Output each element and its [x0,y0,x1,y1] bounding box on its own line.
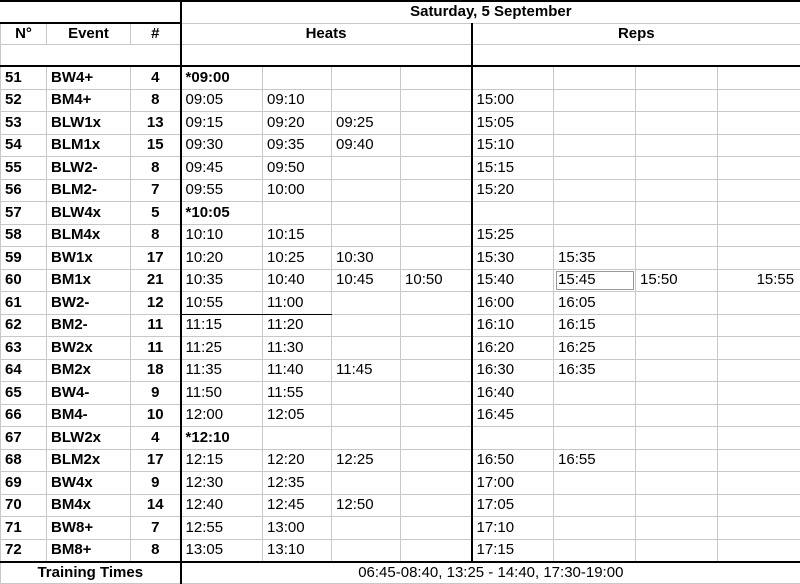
rep-time [636,247,718,270]
heat-time: 09:55 [181,179,263,202]
event-name: BLM4x [47,224,131,247]
rep-time [554,66,636,89]
rep-time [718,404,800,427]
entry-count: 12 [131,292,181,315]
heat-time: 10:35 [181,269,263,292]
rep-time [636,89,718,112]
heat-time: 09:50 [263,157,332,180]
heat-time: 09:20 [263,112,332,135]
table-row [1,112,800,135]
event-name: BW1x [47,247,131,270]
heat-time: 12:35 [263,472,332,495]
heat-time: 11:50 [181,382,263,405]
heat-time [332,337,401,360]
table-row [1,292,800,315]
heat-time: *09:00 [181,66,263,89]
rep-time [636,157,718,180]
rep-time [718,89,800,112]
rep-time: 16:55 [554,449,636,472]
heat-time: 11:15 [181,314,263,337]
heat-time [401,89,472,112]
header-row-spacer [1,45,800,67]
entry-count: 13 [131,112,181,135]
event-name: BW4- [47,382,131,405]
rep-time: 16:25 [554,337,636,360]
heat-time: 11:55 [263,382,332,405]
event-name: BW2x [47,337,131,360]
rep-time [636,292,718,315]
event-name: BLW2x [47,427,131,450]
heat-time [263,202,332,225]
rep-time: 15:50 [636,269,718,292]
table-row [1,179,800,202]
race-number: 61 [1,292,47,315]
rep-time [718,314,800,337]
heat-time: 11:20 [263,314,332,337]
race-number: 66 [1,404,47,427]
header-row-date [1,1,800,23]
event-name: BM2- [47,314,131,337]
heat-time [401,292,472,315]
rep-time [554,404,636,427]
rep-time [554,179,636,202]
rep-time [718,337,800,360]
entry-count: 9 [131,472,181,495]
event-name: BM8+ [47,539,131,562]
table-row [1,404,800,427]
rep-time [636,224,718,247]
entry-count: 14 [131,494,181,517]
rep-time: 16:15 [554,314,636,337]
heat-time: 10:55 [181,292,263,315]
heat-time: 10:25 [263,247,332,270]
rep-time [636,382,718,405]
heat-time [401,202,472,225]
race-number: 62 [1,314,47,337]
table-row [1,66,800,89]
col-event-header: Event [47,23,131,45]
rep-time: 16:50 [472,449,554,472]
entry-count: 8 [131,157,181,180]
table-row [1,247,800,270]
rep-time [554,539,636,562]
heat-time: 10:50 [401,269,472,292]
rep-time [554,112,636,135]
rep-time [636,314,718,337]
rep-time [718,66,800,89]
rep-time: 15:15 [472,157,554,180]
heat-time [332,314,401,337]
heat-time: 10:00 [263,179,332,202]
header-row-columns [1,23,800,45]
rep-time [718,449,800,472]
training-times-value: 06:45-08:40, 13:25 - 14:40, 17:30-19:00 [181,562,800,584]
event-name: BW2- [47,292,131,315]
rep-time [554,157,636,180]
heat-time: 09:45 [181,157,263,180]
heat-time [332,89,401,112]
heat-time [401,494,472,517]
event-name: BW8+ [47,517,131,540]
race-number: 71 [1,517,47,540]
race-number: 59 [1,247,47,270]
rep-time [636,404,718,427]
heat-time: 11:25 [181,337,263,360]
event-name: BLW4x [47,202,131,225]
table-row [1,224,800,247]
col-count-header: # [131,23,181,45]
table-row [1,449,800,472]
event-name: BLW2- [47,157,131,180]
heat-time: 12:05 [263,404,332,427]
training-times-label: Training Times [1,562,181,584]
entry-count: 8 [131,89,181,112]
rep-time: 16:05 [554,292,636,315]
heat-time [401,66,472,89]
heat-time: 10:15 [263,224,332,247]
heat-time [332,202,401,225]
heat-time [401,359,472,382]
heat-time [401,382,472,405]
date-header: Saturday, 5 September [181,1,800,23]
heat-time [332,472,401,495]
event-name: BW4+ [47,66,131,89]
heat-time [401,224,472,247]
heat-time: 11:30 [263,337,332,360]
rep-time: 15:30 [472,247,554,270]
heat-time: *12:10 [181,427,263,450]
rep-time [718,472,800,495]
reps-header: Reps [472,23,800,45]
rep-time [636,472,718,495]
heat-time [332,157,401,180]
heat-time: 12:15 [181,449,263,472]
race-number: 53 [1,112,47,135]
rep-time: 15:25 [472,224,554,247]
rep-time: 15:55 [718,269,800,292]
entry-count: 4 [131,427,181,450]
rep-time: 15:40 [472,269,554,292]
rep-time [718,517,800,540]
rep-time [554,494,636,517]
heat-time: 11:45 [332,359,401,382]
rep-time [718,247,800,270]
heat-time [332,292,401,315]
heat-time: 12:50 [332,494,401,517]
rep-time [718,359,800,382]
event-name: BW4x [47,472,131,495]
rep-time: 15:10 [472,134,554,157]
table-row [1,337,800,360]
heat-time [332,517,401,540]
heat-time: 12:00 [181,404,263,427]
heat-time [401,517,472,540]
table-row [1,539,800,562]
rep-time: 16:10 [472,314,554,337]
entry-count: 10 [131,404,181,427]
table-row [1,202,800,225]
rep-time [718,134,800,157]
heat-time: *10:05 [181,202,263,225]
heat-time [401,427,472,450]
rep-time [554,382,636,405]
table-row [1,382,800,405]
rep-time [636,66,718,89]
rep-time [718,427,800,450]
rep-time [636,359,718,382]
rep-time [718,494,800,517]
heat-time: 09:05 [181,89,263,112]
event-name: BM4x [47,494,131,517]
rep-time [718,157,800,180]
heat-time: 10:10 [181,224,263,247]
rep-time: 17:00 [472,472,554,495]
entry-count: 11 [131,314,181,337]
rep-time: 15:00 [472,89,554,112]
heat-time: 09:35 [263,134,332,157]
rep-time: 16:40 [472,382,554,405]
heat-time [401,472,472,495]
table-row [1,314,800,337]
heat-time [332,66,401,89]
race-number: 67 [1,427,47,450]
heat-time [332,224,401,247]
heat-time [332,382,401,405]
rep-time [472,66,554,89]
heat-time: 10:30 [332,247,401,270]
rep-time: 17:15 [472,539,554,562]
heat-time: 11:00 [263,292,332,315]
heat-time [332,179,401,202]
heat-time: 12:20 [263,449,332,472]
rep-time [636,427,718,450]
race-number: 63 [1,337,47,360]
entry-count: 8 [131,539,181,562]
rep-time [718,382,800,405]
event-name: BLM1x [47,134,131,157]
entry-count: 9 [131,382,181,405]
entry-count: 17 [131,449,181,472]
heat-time: 09:25 [332,112,401,135]
heat-time: 12:30 [181,472,263,495]
rep-time [636,179,718,202]
rep-time: 15:05 [472,112,554,135]
race-number: 51 [1,66,47,89]
race-number: 69 [1,472,47,495]
race-number: 70 [1,494,47,517]
heat-time [401,112,472,135]
col-number-header: N° [1,23,47,45]
race-number: 56 [1,179,47,202]
heat-time [401,314,472,337]
training-times-row [1,562,800,584]
rep-time: 15:45 [554,269,636,292]
event-name: BLM2- [47,179,131,202]
rep-time: 15:20 [472,179,554,202]
heat-time: 10:20 [181,247,263,270]
heat-time: 12:55 [181,517,263,540]
rep-time [554,427,636,450]
table-row [1,89,800,112]
heat-time: 11:35 [181,359,263,382]
event-name: BLM2x [47,449,131,472]
rep-time [636,112,718,135]
race-number: 68 [1,449,47,472]
entry-count: 17 [131,247,181,270]
rep-time [636,539,718,562]
heat-time [263,66,332,89]
race-number: 57 [1,202,47,225]
entry-count: 5 [131,202,181,225]
rep-time: 15:35 [554,247,636,270]
rep-time [554,224,636,247]
rep-time [718,179,800,202]
rep-time [636,517,718,540]
heat-time: 12:40 [181,494,263,517]
heat-time [332,427,401,450]
rep-time: 17:05 [472,494,554,517]
entry-count: 8 [131,224,181,247]
table-row [1,269,800,292]
table-row [1,427,800,450]
heat-time [401,449,472,472]
rep-time [636,202,718,225]
race-number: 54 [1,134,47,157]
heat-time [332,404,401,427]
entry-count: 7 [131,517,181,540]
table-row [1,494,800,517]
rep-time [472,427,554,450]
heat-time: 09:10 [263,89,332,112]
table-row [1,472,800,495]
rep-time [554,202,636,225]
heat-time [332,539,401,562]
race-number: 65 [1,382,47,405]
entry-count: 4 [131,66,181,89]
entry-count: 15 [131,134,181,157]
event-name: BM1x [47,269,131,292]
heat-time: 09:30 [181,134,263,157]
rep-time: 16:00 [472,292,554,315]
entry-count: 11 [131,337,181,360]
heat-time [401,179,472,202]
rep-time [718,202,800,225]
race-number: 58 [1,224,47,247]
heat-time [401,157,472,180]
heat-time: 09:40 [332,134,401,157]
event-name: BM2x [47,359,131,382]
race-number: 55 [1,157,47,180]
rep-time [718,112,800,135]
rep-time [554,134,636,157]
heat-time: 13:10 [263,539,332,562]
heats-header: Heats [181,23,472,45]
table-row [1,359,800,382]
heat-time: 11:40 [263,359,332,382]
heat-time [401,337,472,360]
rep-time: 17:10 [472,517,554,540]
heat-time: 13:05 [181,539,263,562]
heat-time [401,247,472,270]
heat-time [401,539,472,562]
rep-time [718,292,800,315]
rep-time: 16:35 [554,359,636,382]
heat-time: 10:40 [263,269,332,292]
heat-time: 13:00 [263,517,332,540]
rep-time [554,472,636,495]
event-name: BM4- [47,404,131,427]
table-row [1,517,800,540]
rep-time [718,224,800,247]
rep-time: 16:45 [472,404,554,427]
rep-time [636,134,718,157]
heat-time: 10:45 [332,269,401,292]
heat-time [401,404,472,427]
rep-time [636,449,718,472]
heat-time [263,427,332,450]
race-number: 60 [1,269,47,292]
table-row [1,134,800,157]
rep-time [554,517,636,540]
heat-time [401,134,472,157]
rep-time: 16:20 [472,337,554,360]
event-name: BM4+ [47,89,131,112]
rep-time: 16:30 [472,359,554,382]
race-number: 52 [1,89,47,112]
entry-count: 7 [131,179,181,202]
event-name: BLW1x [47,112,131,135]
heat-time: 12:45 [263,494,332,517]
race-number: 72 [1,539,47,562]
race-number: 64 [1,359,47,382]
rep-time [636,337,718,360]
entry-count: 18 [131,359,181,382]
rep-time [472,202,554,225]
entry-count: 21 [131,269,181,292]
heat-time: 09:15 [181,112,263,135]
rep-time [554,89,636,112]
rep-time [718,539,800,562]
rep-time [636,494,718,517]
table-row [1,157,800,180]
heat-time: 12:25 [332,449,401,472]
